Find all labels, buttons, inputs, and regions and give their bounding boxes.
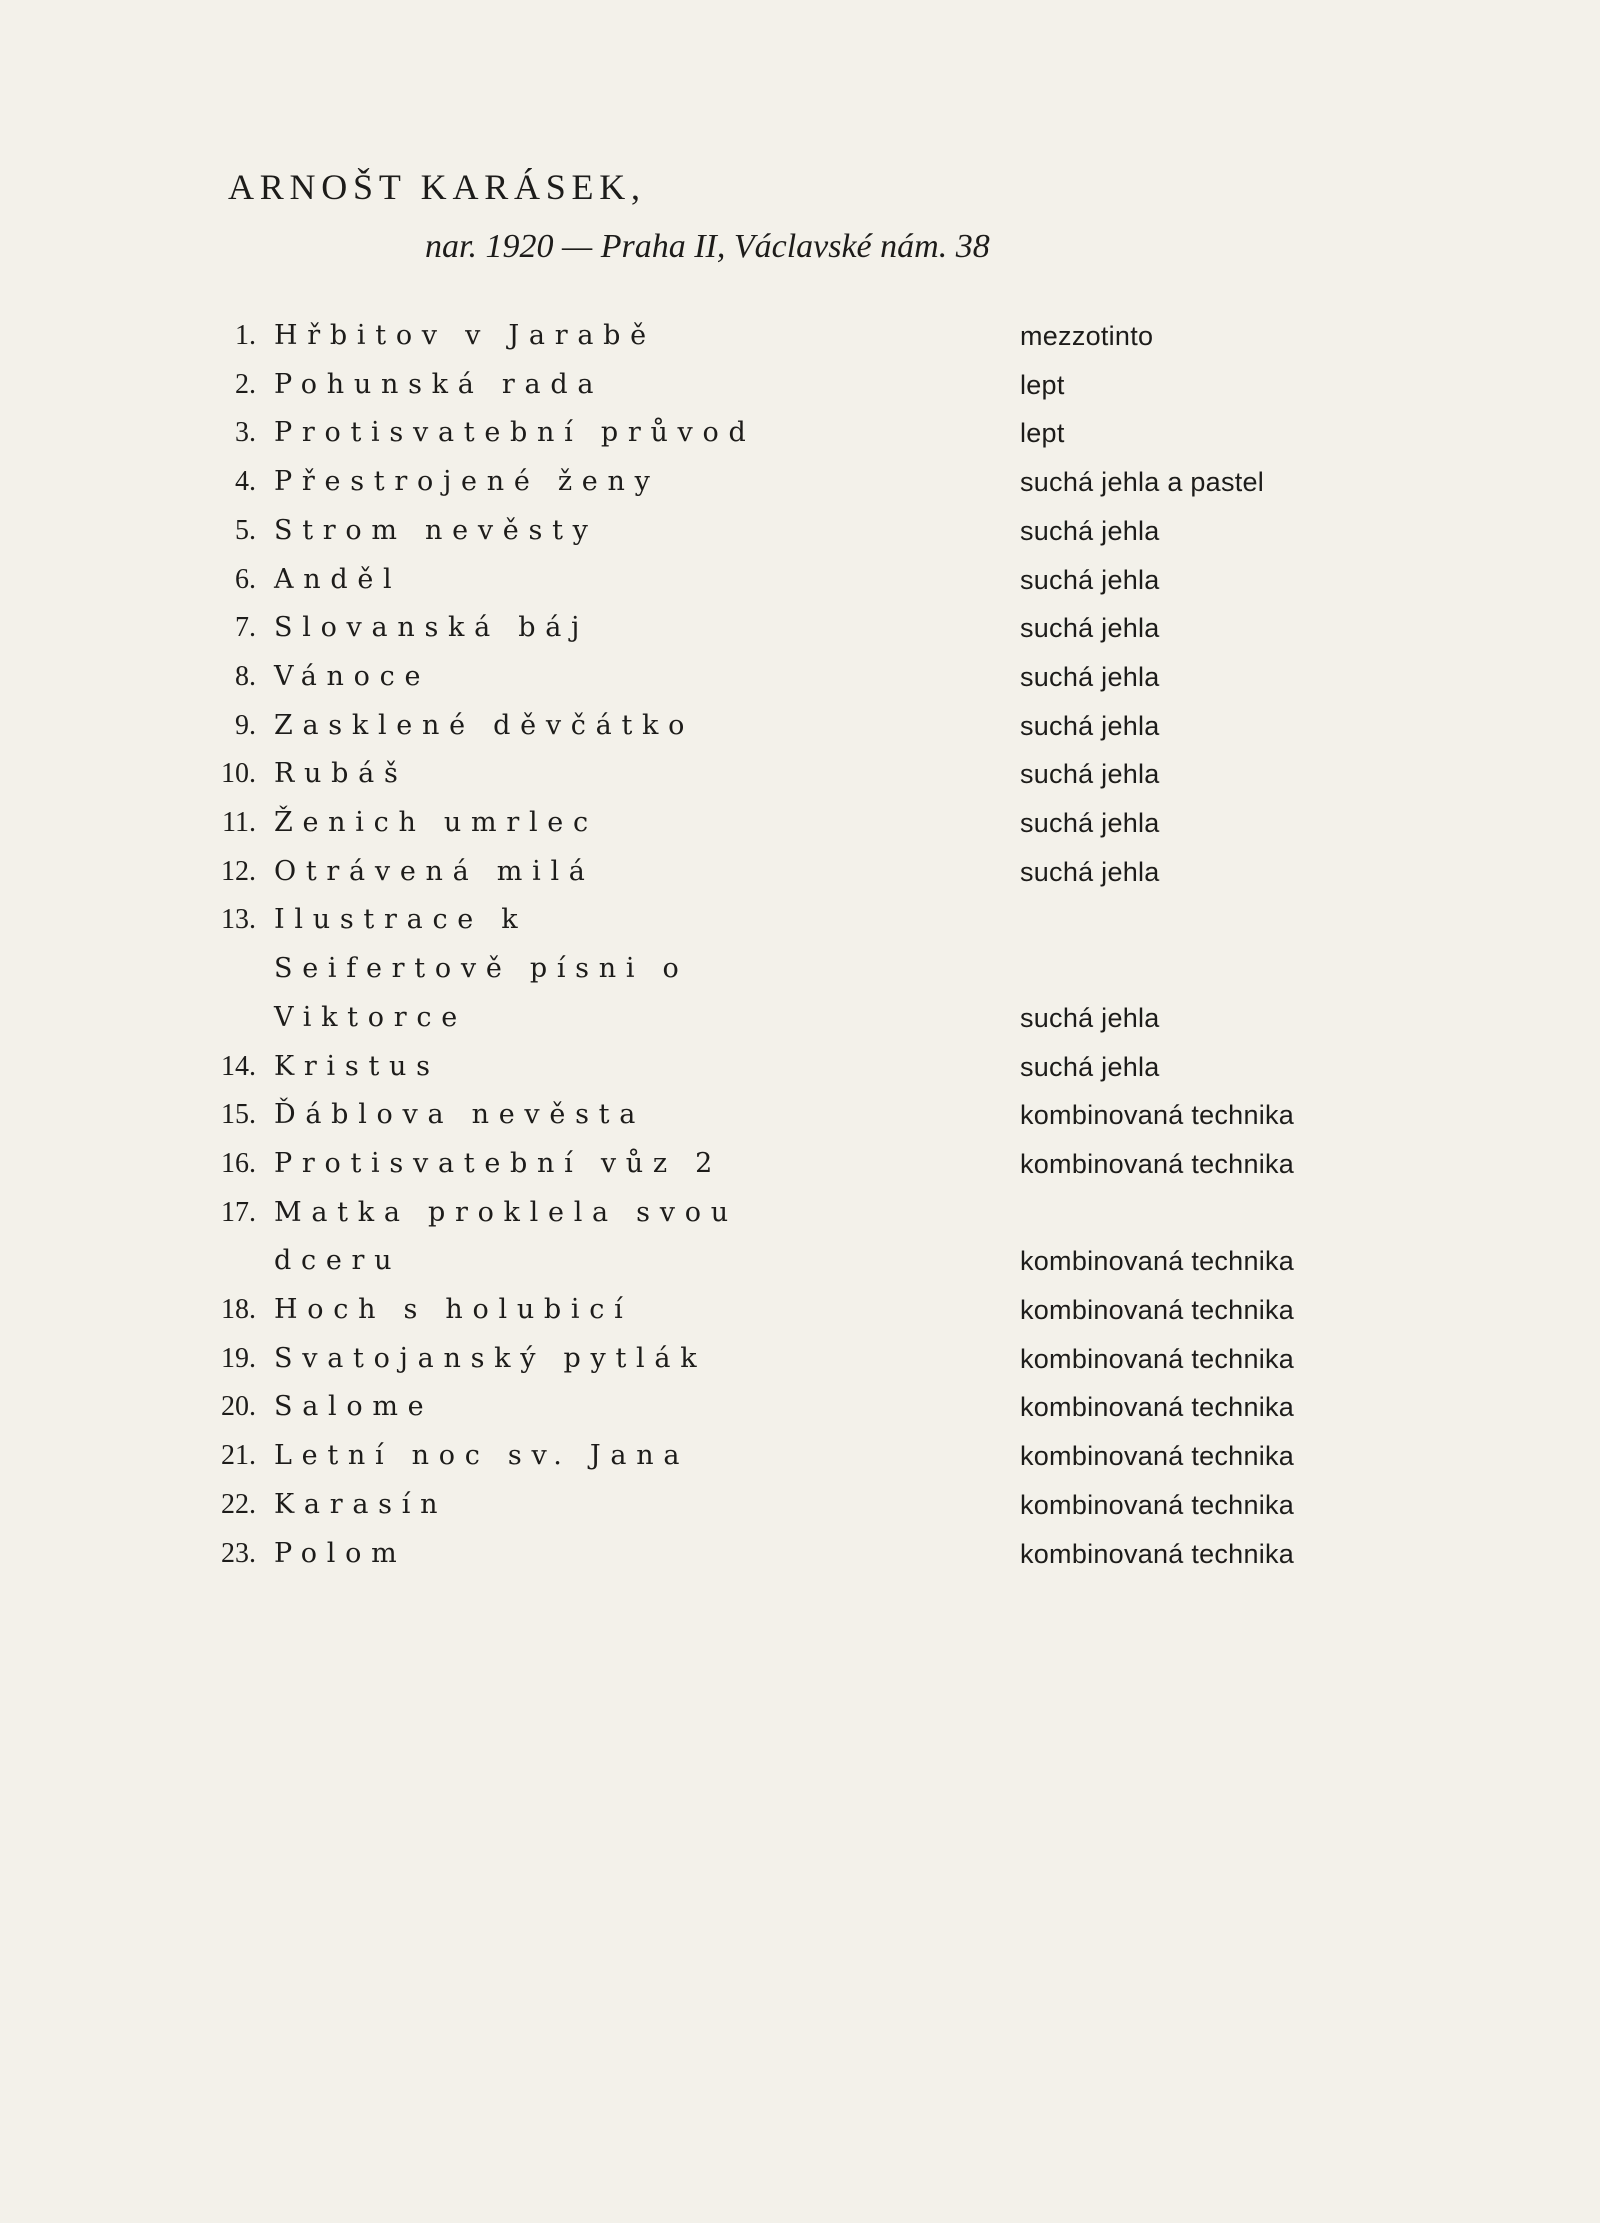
work-title: Polom xyxy=(274,1537,407,1569)
work-row xyxy=(200,1481,1400,1530)
work-row xyxy=(200,1189,1400,1286)
work-technique: mezzotinto xyxy=(1020,321,1154,351)
work-number: 12. xyxy=(221,855,256,887)
work-technique: kombinovaná technika xyxy=(1020,1441,1295,1472)
work-technique: suchá jehla xyxy=(1020,856,1160,887)
work-title: Ďáblova nevěsta xyxy=(274,1099,646,1131)
work-technique: suchá jehla xyxy=(1020,1051,1160,1082)
work-title: Protisvatební průvod xyxy=(274,417,756,449)
work-title: Salome xyxy=(274,1391,434,1423)
work-technique: suchá jehla xyxy=(1020,564,1160,595)
work-number: 21. xyxy=(221,1440,256,1472)
work-title: Kristus xyxy=(274,1050,440,1082)
work-row xyxy=(200,1383,1400,1432)
work-number: 11. xyxy=(222,807,256,839)
artist-details: nar. 1920 — Praha II, Václavské nám. 38 xyxy=(425,228,990,265)
work-row xyxy=(200,312,1400,361)
work-title: Ženich umrlec xyxy=(274,807,598,839)
work-technique: suchá jehla xyxy=(1020,661,1160,692)
work-row xyxy=(200,896,1400,1042)
work-number: 13. xyxy=(221,904,256,936)
works-list xyxy=(200,312,1400,1578)
work-title: Hoch s holubicí xyxy=(274,1294,633,1326)
work-title: Strom nevěsty xyxy=(274,514,598,546)
work-title: Přestrojené ženy xyxy=(274,466,660,498)
work-number: 15. xyxy=(221,1099,256,1131)
work-number: 2. xyxy=(235,368,256,400)
work-row xyxy=(200,1432,1400,1481)
work-technique: kombinovaná technika xyxy=(1020,1343,1295,1374)
work-title: Svatojanský pytlák xyxy=(274,1342,707,1374)
work-number: 14. xyxy=(221,1050,256,1082)
work-title: Zasklené děvčátko xyxy=(274,709,695,741)
work-technique: suchá jehla a pastel xyxy=(1020,467,1265,498)
work-technique: kombinovaná technika xyxy=(1020,1392,1295,1423)
work-technique: kombinovaná technika xyxy=(1020,1538,1295,1569)
work-title: Vánoce xyxy=(274,660,431,692)
work-number: 19. xyxy=(221,1342,256,1374)
work-technique: suchá jehla xyxy=(1020,613,1160,644)
work-technique: suchá jehla xyxy=(1020,759,1160,790)
work-title: Letní noc sv. Jana xyxy=(274,1440,690,1472)
work-row xyxy=(200,458,1400,507)
work-number: 9. xyxy=(235,709,256,741)
artist-name: ARNOŠT KARÁSEK, xyxy=(228,167,646,207)
work-title: Ilustrace k Seifertově písni o Viktorce xyxy=(274,904,689,1033)
work-number: 20. xyxy=(221,1391,256,1423)
work-technique: suchá jehla xyxy=(1020,710,1160,741)
work-technique: suchá jehla xyxy=(1020,1002,1160,1033)
work-number: 22. xyxy=(221,1488,256,1520)
work-row xyxy=(200,1140,1400,1189)
work-row xyxy=(200,1043,1400,1092)
work-row xyxy=(200,750,1400,799)
work-row xyxy=(200,653,1400,702)
work-technique: suchá jehla xyxy=(1020,515,1160,546)
work-row xyxy=(200,799,1400,848)
work-number: 8. xyxy=(235,660,256,692)
work-number: 4. xyxy=(235,466,256,498)
work-row xyxy=(200,848,1400,897)
work-number: 17. xyxy=(221,1196,256,1228)
work-technique: kombinovaná technika xyxy=(1020,1295,1295,1326)
work-technique: suchá jehla xyxy=(1020,808,1160,839)
work-row xyxy=(200,409,1400,458)
work-row xyxy=(200,1286,1400,1335)
work-technique: kombinovaná technika xyxy=(1020,1148,1295,1179)
work-technique: kombinovaná technika xyxy=(1020,1489,1295,1520)
work-number: 10. xyxy=(221,758,256,790)
work-row xyxy=(200,1091,1400,1140)
work-title: Karasín xyxy=(274,1488,448,1520)
work-technique: lept xyxy=(1020,369,1065,400)
work-row xyxy=(200,702,1400,751)
work-number: 5. xyxy=(235,514,256,546)
work-title: Pohunská rada xyxy=(274,368,604,400)
work-row xyxy=(200,604,1400,653)
work-number: 1. xyxy=(235,320,256,351)
work-title: Rubáš xyxy=(274,758,408,790)
work-number: 6. xyxy=(235,563,256,595)
work-title: Matka proklela svou dceru xyxy=(274,1196,738,1277)
work-technique: kombinovaná technika xyxy=(1020,1246,1295,1277)
work-row xyxy=(200,361,1400,410)
work-number: 16. xyxy=(221,1147,256,1179)
work-number: 18. xyxy=(221,1294,256,1326)
work-title: Protisvatební vůz 2 xyxy=(274,1147,723,1179)
work-row xyxy=(200,507,1400,556)
work-row xyxy=(200,556,1400,605)
work-number: 7. xyxy=(235,612,256,644)
work-row xyxy=(200,1530,1400,1579)
work-technique: kombinovaná technika xyxy=(1020,1100,1295,1131)
work-number: 3. xyxy=(235,417,256,449)
work-title: Otrávená milá xyxy=(274,855,595,887)
work-title: Hřbitov v Jarabě xyxy=(274,320,656,351)
work-number: 23. xyxy=(221,1537,256,1569)
work-title: Anděl xyxy=(274,563,402,595)
work-row xyxy=(200,1335,1400,1384)
work-title: Slovanská báj xyxy=(274,612,590,644)
work-technique: lept xyxy=(1020,418,1065,449)
